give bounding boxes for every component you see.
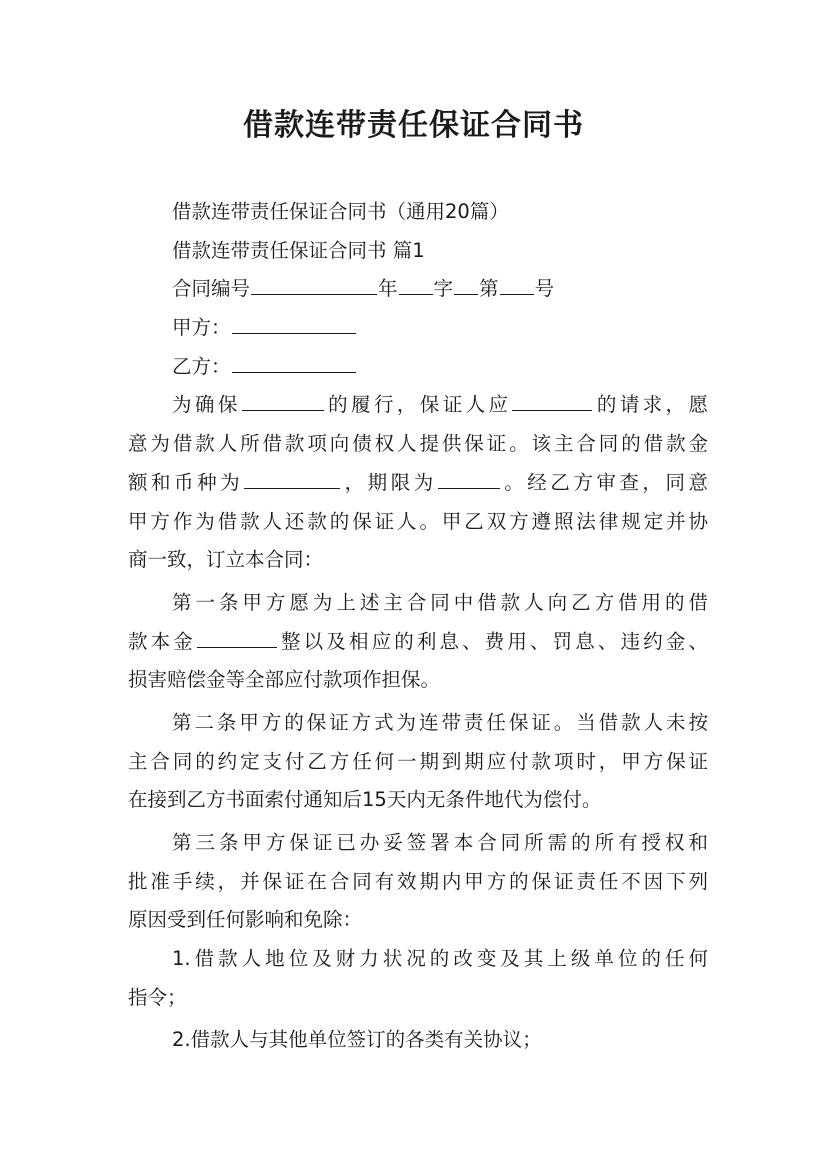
article-2-line-2: 主合同的约定支付乙方任何一期到期应付款项时，甲方保证 [128,749,708,773]
intro-line-1: 为确保 的履行，保证人应 的请求，愿 [172,393,708,417]
requester-blank [512,409,592,411]
article-3-line-1: 第三条甲方保证已办妥签署本合同所需的所有授权和 [172,831,708,854]
party-b-line [128,348,708,387]
year-blank [399,293,433,295]
year-label: 年 [378,277,398,301]
article-1 [128,584,708,700]
article-2-line-3: 在接到乙方书面索付通知后15天内无条件地代为偿付。 [128,788,602,812]
amount-currency-blank [244,487,340,489]
article-3-line-2: 批准手续，并保证在合同有效期内甲方的保证责任不因下列 [128,869,708,893]
article-2 [128,704,708,820]
article-1-line-1: 第一条甲方愿为上述主合同中借款人向乙方借用的借 [172,590,708,614]
di-label: 第 [479,277,499,301]
document-body [128,193,708,1060]
article-1-line-2: 款本金 整以及相应的利息、费用、罚息、违约金、 [128,629,708,653]
zi-blank [454,293,478,295]
list-item-1-line-1: 1.借款人地位及财力状况的改变及其上级单位的任何 [172,947,708,971]
list-item-2: 2.借款人与其他单位签订的各类有关协议； [172,1028,542,1052]
contract-number-blank [251,293,377,295]
party-a-line [128,309,708,348]
zi-label: 字 [433,277,454,301]
party-b-label: 乙方： [172,354,231,378]
intro-line-4: 甲方作为借款人还款的保证人。甲乙双方遵照法律规定并协 [128,509,708,533]
section-heading: 借款连带责任保证合同书 篇1 [172,238,425,262]
article-3 [128,824,708,940]
principal-blank [197,646,277,648]
party-a-label: 甲方： [172,316,231,340]
document-title: 借款连带责任保证合同书 [243,108,584,143]
party-b-blank [232,371,356,373]
intro-line-3: 额和币种为 ，期限为 。经乙方审查，同意 [128,470,708,494]
list-item-1-line-2: 指令； [128,985,187,1009]
party-a-blank [232,332,356,334]
article-1-line-3: 损害赔偿金等全部应付款项作担保。 [128,668,441,692]
intro-line-5: 商一致，订立本合同： [128,548,324,572]
subtitle: 借款连带责任保证合同书（通用20篇） [172,200,509,223]
intro-line-2: 意为借款人所借款项向债权人提供保证。该主合同的借款金 [128,432,708,456]
di-blank [500,293,534,295]
article-3-line-3: 原因受到任何影响和免除： [128,908,363,932]
list-item-1 [128,940,708,1017]
term-blank [438,487,500,489]
obligation-blank [242,409,324,411]
article-2-line-1: 第二条甲方的保证方式为连带责任保证。当借款人未按 [172,710,708,734]
hao-label: 号 [534,277,555,301]
intro-paragraph [128,386,708,579]
contract-number-line [128,270,708,309]
contract-number-label: 合同编号 [172,277,251,301]
